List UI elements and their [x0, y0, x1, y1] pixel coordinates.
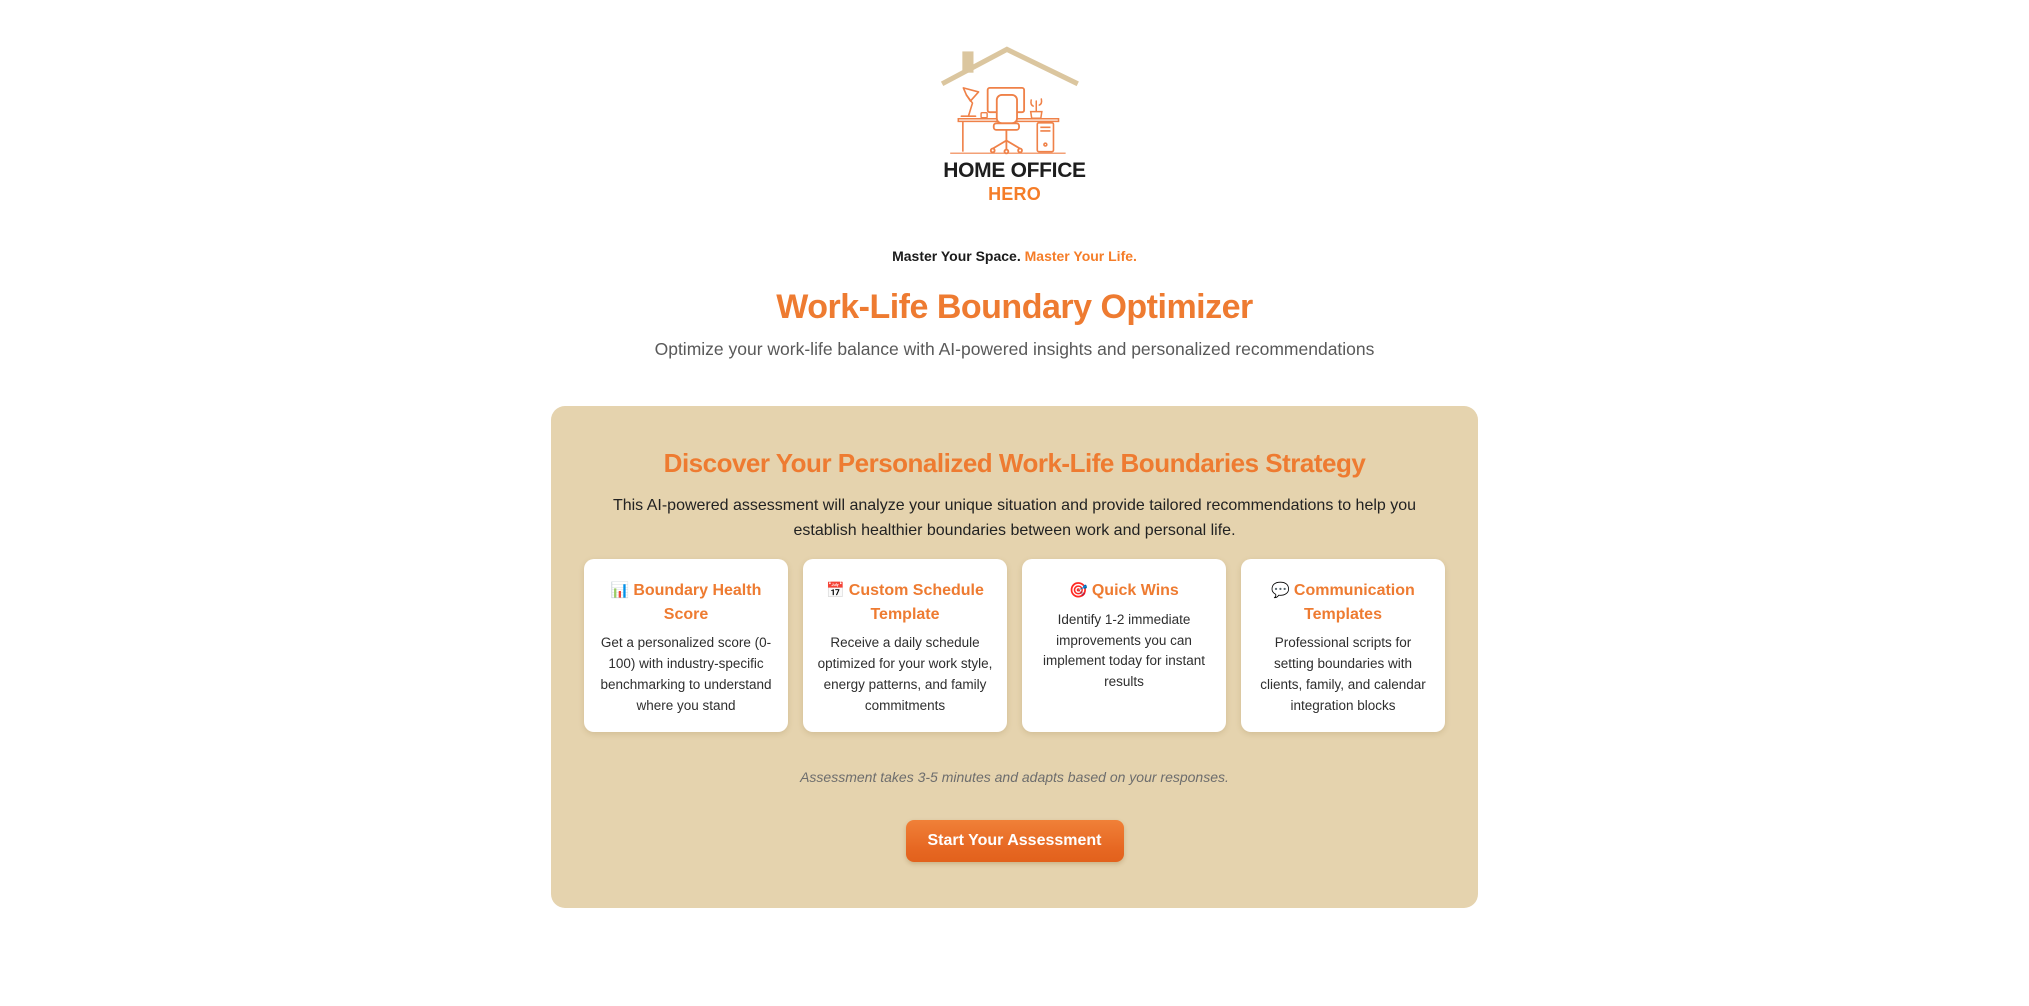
feature-title-text: Boundary Health Score [633, 582, 762, 623]
feature-description: Identify 1-2 immediate improvements you can implement today for instant results [1042, 611, 1206, 690]
feature-title [816, 579, 994, 625]
target-icon: 🎯 [1069, 582, 1088, 600]
feature-title-text: Custom Schedule Template [848, 582, 984, 623]
calendar-icon: 📅 [826, 582, 845, 600]
tagline-orange: Master Your Life. [1024, 248, 1137, 264]
home-office-illustration-icon [934, 38, 1096, 158]
feature-description: Receive a daily schedule optimized for your work style, energy patterns, and family commitments [817, 634, 993, 713]
bar-chart-icon: 📊 [610, 582, 630, 600]
speech-balloon-icon: 💬 [1271, 582, 1290, 600]
feature-description: Get a personalized score (0-100) with industry-specific benchmarking to understand where you stand [600, 634, 772, 713]
assessment-panel [551, 406, 1478, 908]
pc-tower-shape [1037, 123, 1053, 152]
desk-lamp-shape [961, 88, 978, 116]
feature-card-quick-wins [1022, 559, 1226, 732]
panel-heading: Discover Your Personalized Work-Life Boundaries Strategy [663, 448, 1366, 479]
office-chair-shape [990, 95, 1021, 153]
tagline-dark: Master Your Space. [892, 248, 1021, 264]
page-title: Work-Life Boundary Optimizer [776, 288, 1253, 326]
page-subtitle: Optimize your work-life balance with AI-powered insights and personalized recommendations [654, 338, 1375, 359]
start-assessment-button[interactable]: Start Your Assessment [906, 820, 1124, 862]
feature-title [1035, 579, 1213, 602]
feature-description: Professional scripts for setting boundaries with clients, family, and calendar integration blocks [1260, 634, 1426, 713]
feature-card-grid [584, 559, 1445, 732]
feature-title [597, 579, 775, 625]
assessment-duration-note: Assessment takes 3-5 minutes and adapts based on your responses. [800, 769, 1229, 786]
logo-text-secondary: HERO [988, 184, 1041, 204]
logo-text-primary: HOME OFFICE [943, 159, 1086, 182]
feature-card-custom-schedule-template [803, 559, 1007, 732]
logo [934, 38, 1096, 203]
feature-card-communication-templates [1241, 559, 1445, 732]
feature-title-text: Communication Templates [1293, 582, 1415, 623]
feature-title-text: Quick Wins [1091, 582, 1179, 600]
feature-title [1254, 579, 1432, 625]
plant-shape [1030, 99, 1041, 118]
feature-card-boundary-health-score [584, 559, 788, 732]
tagline [892, 249, 1137, 263]
panel-description: This AI-powered assessment will analyze your unique situation and provide tailored recommendations to help you establish healthier boundaries between work and personal life. [612, 496, 1417, 539]
mug-shape [981, 113, 987, 118]
